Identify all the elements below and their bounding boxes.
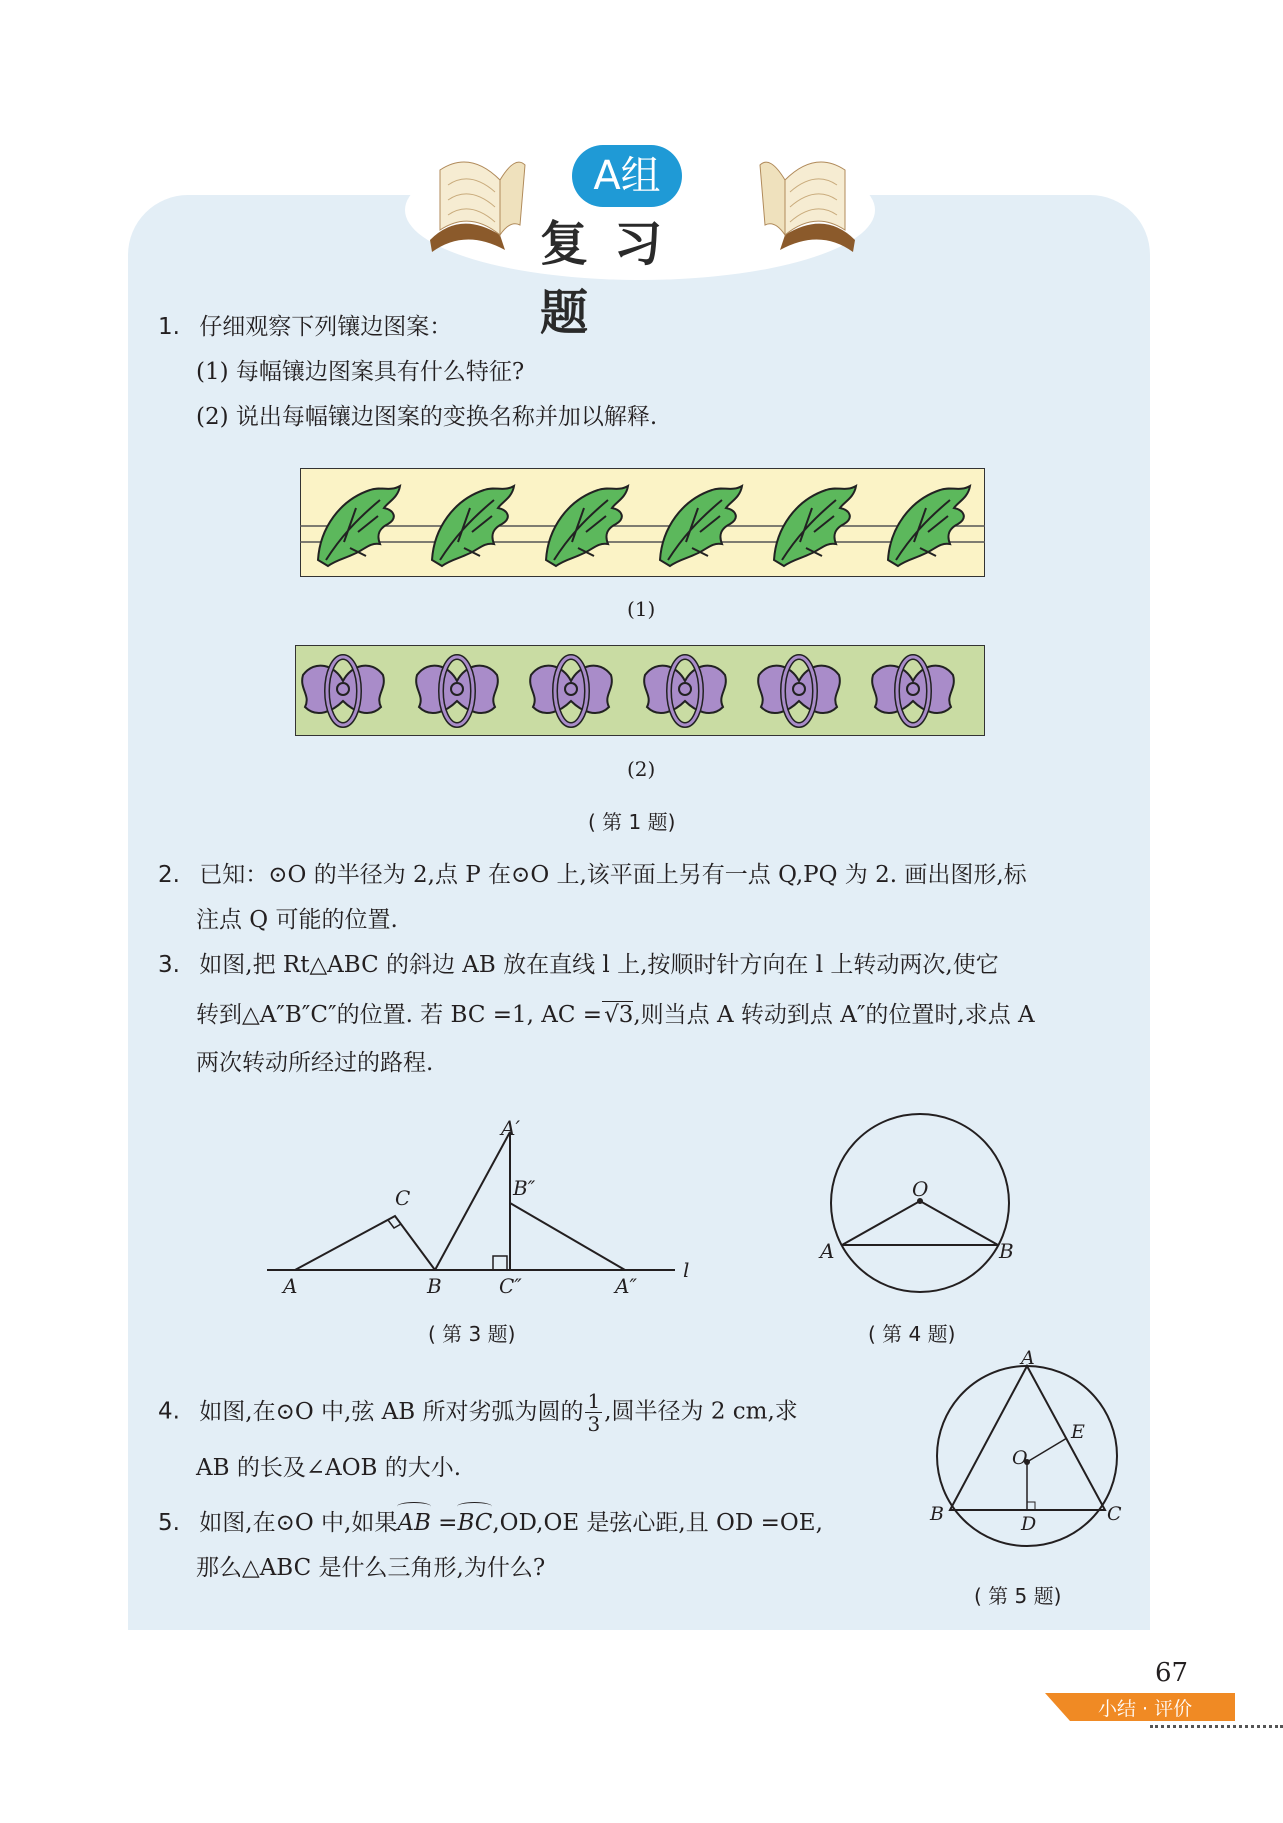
question-1-part-1: (1) 每幅镶边图案具有什么特征? <box>196 359 525 385</box>
label-b-double-prime: B″ <box>513 1176 536 1200</box>
question-text: 如图,在⊙O 中,如果 <box>199 1510 398 1536</box>
question-4 <box>158 1390 798 1435</box>
label-a: A <box>1021 1350 1035 1369</box>
label-a: A <box>820 1239 835 1263</box>
label-c: C <box>1107 1503 1122 1525</box>
label-c-double-prime: C″ <box>499 1274 522 1298</box>
question-5 <box>158 1508 823 1538</box>
triangle-abc <box>295 1216 435 1270</box>
fraction-denominator: 3 <box>587 1412 601 1436</box>
question-text: 已知：⊙O 的半径为 2,点 P 在⊙O 上,该平面上另有一点 Q,PQ 为 2. 画出图形,标 <box>199 862 1027 888</box>
group-badge: A组 <box>572 145 682 207</box>
figure-2-label: (2) <box>627 757 656 781</box>
open-book-right-icon <box>755 140 865 260</box>
text-segment: 转到△A″B″C″的位置. 若 BC =1, AC = <box>196 1002 603 1028</box>
figure-4-circle <box>815 1105 1025 1305</box>
page-number: 67 <box>1155 1658 1189 1688</box>
question-3-line-3: 两次转动所经过的路程. <box>196 1050 434 1076</box>
figure-5-inscribed-triangle <box>925 1350 1130 1560</box>
label-b: B <box>999 1239 1014 1263</box>
question-text: 如图,在⊙O 中,弦 AB 所对劣弧为圆的 <box>199 1398 584 1425</box>
fraction-one-third <box>585 1390 602 1435</box>
text-segment: ,则当点 A 转动到点 A″的位置时,求点 A <box>633 1002 1035 1028</box>
figure-caption-q1: ( 第 1 题) <box>588 810 676 834</box>
question-text: 如图,把 Rt△ABC 的斜边 AB 放在直线 l 上,按顺时针方向在 l 上转动两次,使它 <box>199 952 999 978</box>
question-number: 4. <box>158 1398 180 1425</box>
label-o: O <box>912 1177 929 1201</box>
question-4-line-2: AB 的长及∠AOB 的大小. <box>196 1455 462 1481</box>
arc-bc: BC <box>457 1510 493 1536</box>
question-3 <box>158 950 999 980</box>
leaf-border-pattern <box>300 468 985 578</box>
label-a-prime: A′ <box>501 1116 520 1140</box>
triangle-a2b2c2 <box>510 1203 625 1270</box>
question-text: 仔细观察下列镶边图案： <box>199 314 453 340</box>
figure-caption-q3: ( 第 3 题) <box>428 1322 516 1346</box>
figure-caption-q5: ( 第 5 题) <box>974 1584 1062 1608</box>
figure-1-label: (1) <box>627 597 656 621</box>
question-number: 1. <box>158 314 180 340</box>
question-5-line-2: 那么△ABC 是什么三角形,为什么? <box>196 1555 546 1581</box>
figure-caption-q4: ( 第 4 题) <box>868 1322 956 1346</box>
question-1-part-2: (2) 说出每幅镶边图案的变换名称并加以解释. <box>196 404 658 430</box>
page-title: 复习题 <box>540 216 689 341</box>
question-text-continued: ,OD,OE 是弦心距,且 OD =OE, <box>492 1510 823 1536</box>
arc-ab: AB <box>397 1510 431 1536</box>
label-o: O <box>1012 1447 1028 1469</box>
sqrt-3: √3 <box>604 1002 634 1028</box>
bow-border-pattern <box>295 645 985 737</box>
label-d: D <box>1021 1513 1037 1535</box>
label-a-double-prime: A″ <box>615 1274 637 1298</box>
label-c: C <box>395 1186 411 1210</box>
question-number: 3. <box>158 952 180 978</box>
open-book-left-icon <box>420 140 530 260</box>
question-1 <box>158 312 452 342</box>
triangle-a1b <box>435 1132 510 1270</box>
question-2-line-2: 注点 Q 可能的位置. <box>196 907 398 933</box>
question-3-line-2 <box>196 1000 1035 1030</box>
equals: = <box>430 1510 458 1536</box>
question-number: 5. <box>158 1510 180 1536</box>
dotted-divider <box>1150 1725 1283 1728</box>
label-a: A <box>283 1274 298 1298</box>
label-b: B <box>930 1503 944 1525</box>
section-label: 小结 · 评价 <box>1098 1698 1193 1720</box>
label-b: B <box>427 1274 442 1298</box>
question-text-continued: ,圆半径为 2 cm,求 <box>604 1398 798 1425</box>
question-2 <box>158 860 1027 890</box>
fraction-numerator: 1 <box>587 1389 601 1413</box>
label-l: l <box>683 1258 690 1282</box>
figure-3-triangles <box>255 1115 715 1300</box>
label-e: E <box>1071 1421 1085 1443</box>
question-number: 2. <box>158 862 180 888</box>
